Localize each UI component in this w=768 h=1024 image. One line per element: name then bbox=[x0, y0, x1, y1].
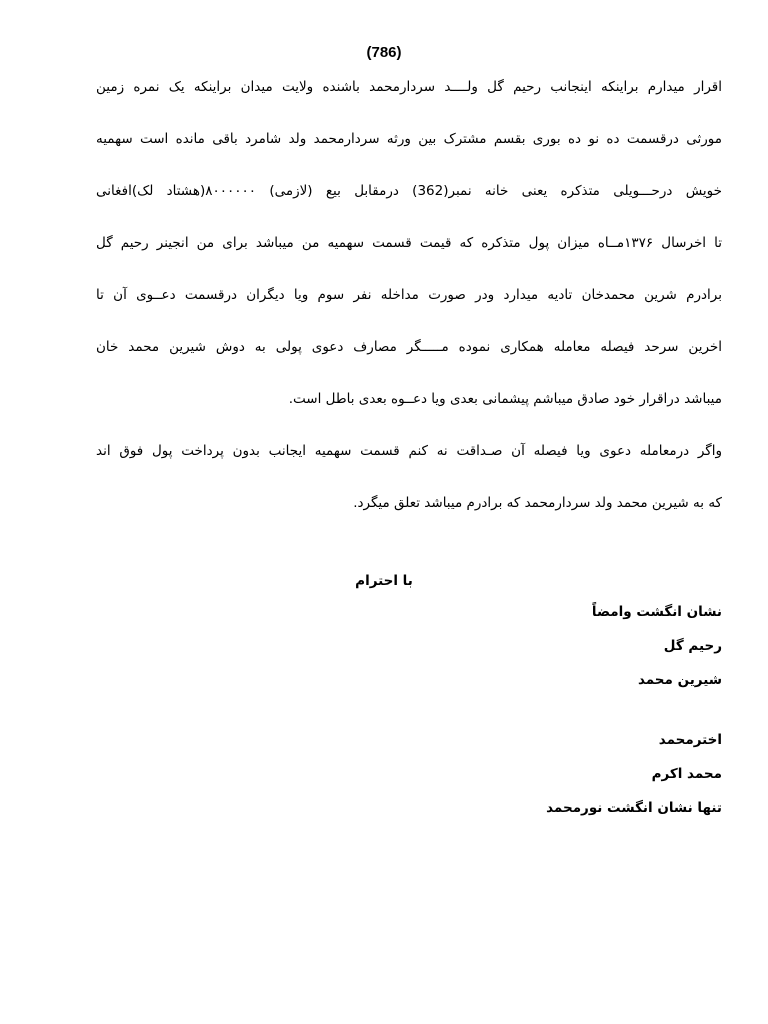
paragraph-1-line-3: خویش درحـــویلی متذکره یعنی خانه نمبر(362) درمقابل بیع (لازمی) ۸۰۰۰۰۰۰(هشتاد لک)افغانی bbox=[96, 183, 722, 199]
closing-salutation: با احترام bbox=[355, 573, 413, 589]
paragraph-1-line-2: مورثی درقسمت ده نو ده بوری بقسم مشترک بین ورثه سردارمحمد ولد شامرد باقی مانده است سهمیه bbox=[96, 131, 722, 147]
signature-line: شیرین محمد bbox=[637, 672, 722, 688]
paragraph-1-line-5: برادرم شرین محمدخان تادیه میدارد ودر صورت مداخله نفر سوم ویا دیگران درقسمت دعــوی آن تا bbox=[96, 287, 722, 303]
signature-line: اخترمحمد bbox=[658, 732, 722, 748]
document-number: (786) bbox=[366, 44, 402, 61]
paragraph-1-line-4: تا اخرسال ۱۳۷۶مــاه میزان پول متذکره که قیمت قسمت سهمیه من میباشد برای من انجینر رحیم گل bbox=[96, 235, 722, 251]
paragraph-1-line-1: اقرار میدارم براینکه اینجانب رحیم گل ولــــد سردارمحمد باشنده ولایت میدان براینکه یک نمره زمین bbox=[96, 79, 722, 95]
signature-line: تنها نشان انگشت نورمحمد bbox=[546, 800, 722, 816]
signature-line: محمد اکرم bbox=[651, 766, 722, 782]
paragraph-2-line-2: که به شیرین محمد ولد سردارمحمد که برادرم میباشد تعلق میگرد. bbox=[353, 495, 722, 511]
paragraph-2-line-1: واگر درمعامله دعوی ویا فیصله آن صـداقت نه کنم قسمت سهمیه ایجانب بدون پرداخت پول فوق اند bbox=[96, 443, 722, 459]
signature-line: رحیم گل bbox=[663, 638, 722, 654]
signature-block bbox=[422, 599, 722, 829]
paragraph-1-line-7: میباشد دراقرار خود صادق میباشم پیشمانی بعدی ویا دعــوه بعدی باطل است. bbox=[288, 391, 722, 407]
paragraph-1-line-6: اخرین سرحد فیصله معامله همکاری نموده مـــــگر مصارف دعوی پولی به دوش شیرین محمد خان bbox=[96, 339, 722, 355]
signature-line: نشان انگشت وامضاً bbox=[591, 604, 722, 620]
document-body bbox=[96, 74, 722, 516]
